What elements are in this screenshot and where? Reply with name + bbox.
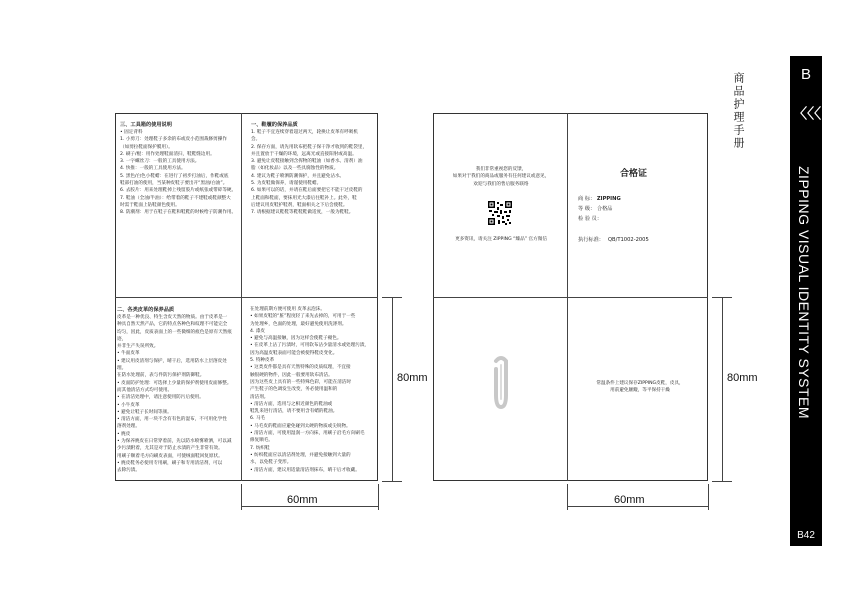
sidebar-letter: B — [800, 66, 811, 83]
dim-width-left: 60mm — [287, 494, 318, 506]
dim-width-right: 60mm — [614, 494, 645, 506]
right-card-fold-h — [433, 297, 708, 298]
dim-right-w-tick2 — [708, 484, 709, 510]
cert-row-grade: 等 级： 合格品 — [578, 206, 613, 212]
left-card-fold-h — [115, 297, 378, 298]
cert-standard: 执行标准： QB/T1002-2005 — [578, 237, 649, 243]
dim-left-bottom-tick — [382, 481, 402, 482]
maintenance-heading: 一、鞋履的保养品质 — [251, 122, 298, 128]
dim-right-w — [567, 506, 708, 507]
chevron-icons: 〉〉〉 — [793, 104, 821, 120]
cert-row-brand: 商 标： ZIPPING — [578, 196, 621, 202]
certificate-title: 合格证 — [620, 169, 648, 179]
dim-height-left: 80mm — [397, 372, 428, 384]
tools-heading: 三、工具箱的使用说明 — [120, 122, 172, 128]
feedback-text: 我们非常重视您的反馈， 如果对于我们的商品或服务有任何建议或意见， 欢迎与我们的售后服务联络 — [452, 167, 550, 187]
left-card-fold-v — [241, 113, 242, 481]
follow-text: 更多资讯，请关注 ZIPPING “臻品” 官方微信 — [455, 237, 547, 242]
materials-heading: 二、各类皮革的保养品质 — [117, 307, 175, 313]
right-card-fold-v — [567, 113, 568, 481]
materials-section — [117, 306, 238, 475]
tools-section — [120, 121, 238, 217]
tools-body: • 固定背料 1. 小剪刀：处理鞋子多余的布或皮小范围裁修剪操作 （如剪拉鞋面保护膜用）。 2. 刷子/棍：用作处理鞋面清扫，鞋鞋缝边用。 3. 一字螺丝刀：一般的工具使用方法。 4. 快推：一般的工具使用方法。 5. 黑色/白色小鞋蜡：在进行了初步打油后，作鞋或底 鞋部打油的使用，当某种皮鞋子要出开“黑油/白油”。 6. 去胶片：用来处理鞋掉上残留胶片或纸张或带碎等硬。 7. 鞋油（全油/半油）：给带着的鞋子不建鞋或鞋颜整大 时需于鞋面上钻鞋颜色使用。 8. 防潮剂：用于在鞋子在鞋和鞋鞋的时候给子防潮作用。 — [120, 130, 237, 216]
manual-title: 商品护理手册 — [732, 72, 745, 150]
dim-right-v — [722, 297, 723, 481]
qr-code — [487, 200, 513, 226]
certificate-rows — [578, 194, 703, 224]
page-number: B42 — [797, 530, 815, 541]
dim-left-w-tick2 — [378, 484, 379, 510]
cert-row-inspector: 检 验 员： — [578, 216, 603, 222]
maintenance-body: 1. 鞋子不宜连续穿着超过两天，轮换让皮革有呼吸机 会。 2. 保存方面，请先用软布把鞋子保干净才收到的鞋袋里， 并且置放于干燥的环境，远离光或直接阳射或高温。 3. 避免让皮鞋接触到含挥物的鞋油（如香水、清剂）油 脂（如化妆品）以及一些具腐蚀性的物质。 4. 建议为鞋子喷洒防潮保护，并且避免沾水。 5. 为皮鞋做保养，请谨使用鞋蜡。 6. 如果可以的话，并请在鞋后面要把它不能干过皮鞋的 上鞋面和鞋面，要抹用光大漆后往鞋补上。此外，鞋 后建议用皮鞋护鞋剂，鞋面相关之下后会使鞋。 7. 请根据建议鞋鞋等鞋鞋鞋做适度，一般为鞋鞋。 — [251, 130, 368, 216]
materials-cont-body: 在处理前期方便可使用 皮革去泡沫。 • 如果皮鞋的“脏”程度轻了来先去掉的，可用于一些 为处理乡，色面的处理，最好避免使用洗涤剂。 4. 漆皮 • 避免与高温接触，因为这样会使鞋子褪色。 • 在皮革上沾了污渍时，可用软布沾少量清水或处理污渍， 因为高温皮鞋表面可能会被使得鞋皮变化。 5. 特种皮革 • 这类皮件都是具有天然特殊的皮质纹理，不宜接 触很硬的物件，因此一般要用软布清洁。 因为这些皮上具有的一些特殊色彩，可能在清洁时 产生鞋子的色调发生改变，务必使用温和的 清洁剂。 • 清洁方面，选用与之相近颜色的鞋油或 鞋乳来进行清洁，请不要用含有蜡的鞋油。 6. 马毛 • 马毛皮的鞋面应避免碰到太硬的物质或尖锐物。 • 清洁方面，可使用湿润一方向抹，用刷子沿毛方向刷毛 修复顺毛。 7. 纺织鞋 • 纺织鞋面应以清洁剂处理，并避免接触到大量的 水，以免鞋子变形。 • 清洁方面，建议用适量清洁剂抹布，晴干后才收藏。 — [250, 307, 370, 473]
system-name: ZIPPING VISUAL IDENTITY SYSTEM — [796, 166, 812, 420]
materials-cont-section — [250, 306, 374, 474]
dim-right-bottom-tick — [712, 481, 732, 482]
dim-height-right: 80mm — [727, 372, 758, 384]
maintenance-section — [251, 121, 373, 217]
storage-note: 常温条件上建议保存ZIPPING皮鞋，皮具， 用前避免颠簸，等平保持干燥 — [596, 381, 684, 394]
dim-left-w — [241, 506, 378, 507]
sidebar — [790, 56, 822, 546]
materials-body: 皮革是一种优良、特生含皮天然的物质。由于皮革是一 种具自然天然产品，它的特点各种色和纹理不可能完全 均匀，因此，皮质表面上的一些微细的痕色是原有天然痕迹， 并非生产失误所致。 • 牛面皮革 • 建议用皮清剂与保护，晴干后，选用防水上层溶皮处 理。 在防水处理前，表与件防污保护剂防御鞋。 • 皮面防护处理：可选择上少量的保护剂使用皮面修整。 而其他清洁方式均可使用。 • 在清洁处理中，请注意使用防污后使用。 • 小牛皮革 • 避免让鞋子长时间等颜。 • 清洁方面，用一块不含有有色的湿布，不可用化学性 溶剂处理。 • 麂皮 • 为保养麂皮在日常穿着前，先以防水喷雾喷洒，可以减 少污渍附着，尤其是对于防止水渍的产生非常有效。 用刷子顺着毛方向刷皮表面，可使绒面鞋回复原状。 • 麂皮鞋务必使用专用刷，刷子和专用清洁剂，可以 去除污渍。 — [117, 315, 232, 474]
dim-left-v — [392, 297, 393, 481]
zipper-logo-icon — [490, 355, 512, 411]
